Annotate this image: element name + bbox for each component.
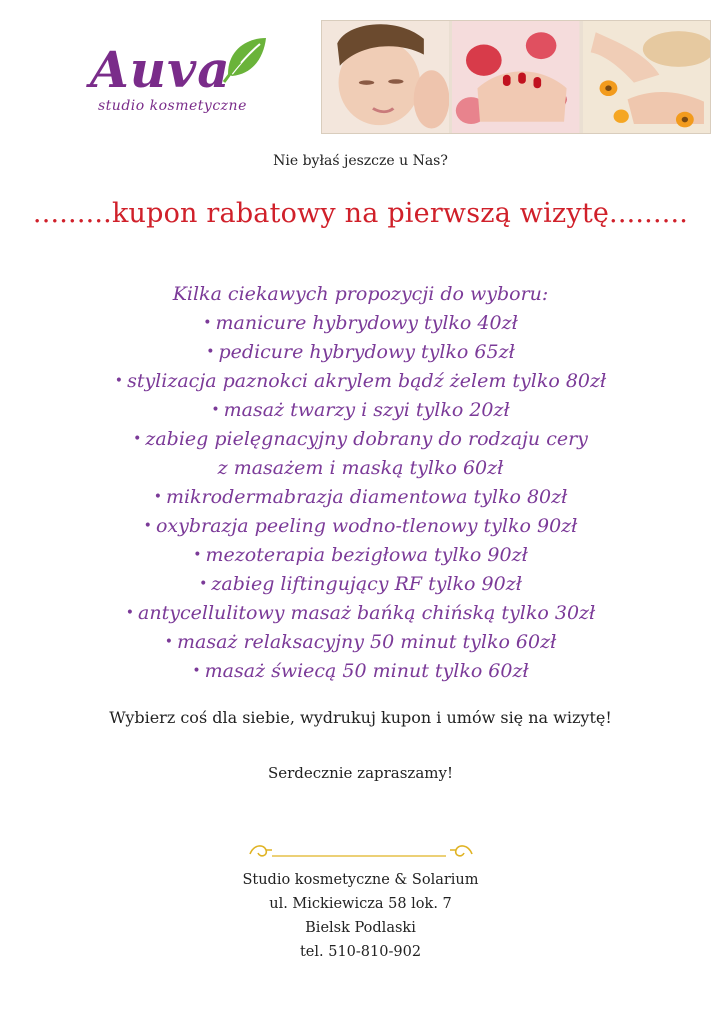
phone-number: tel. 510-810-902	[299, 944, 422, 960]
ornament-divider	[246, 840, 476, 862]
list-item: • masaż twarzy i szyi tylko 20zł	[211, 399, 510, 421]
studio-logo	[78, 30, 278, 120]
bullet: •	[193, 547, 202, 563]
manicure-roses-photo	[452, 21, 579, 133]
logo-name: Auva	[90, 40, 231, 99]
street-address: ul. Mickiewicza 58 lok. 7	[269, 896, 452, 912]
face-massage-photo	[322, 21, 449, 133]
bullet: •	[203, 315, 212, 331]
city: Bielsk Podlaski	[305, 920, 416, 936]
list-item: • mezoterapia bezigłowa tylko 90zł	[193, 544, 528, 566]
studio-name: Studio kosmetyczne & Solarium	[242, 872, 479, 888]
list-item: • antycellulitowy masaż bańką chińską tylko 30zł	[125, 602, 596, 624]
address-block	[0, 868, 721, 964]
list-item: • masaż świecą 50 minut tylko 60zł	[192, 660, 529, 682]
coupon-headline: .........kupon rabatowy na pierwszą wizytę.........	[32, 198, 689, 229]
list-item: • pedicure hybrydowy tylko 65zł	[206, 341, 515, 363]
bullet: •	[211, 402, 220, 418]
list-item-continuation: z masażem i maską tylko 60zł	[217, 457, 504, 479]
list-item: • mikrodermabrazja diamentowa tylko 80zł	[153, 486, 568, 508]
list-item: • oxybrazja peeling wodno-tlenowy tylko 90zł	[143, 515, 578, 537]
bullet: •	[114, 373, 124, 389]
photo-strip	[321, 20, 711, 134]
bullet: •	[153, 489, 162, 505]
offers-list	[0, 280, 721, 686]
list-item: • zabieg pielęgnacyjny dobrany do rodzaju cery	[133, 428, 588, 450]
bullet: •	[164, 634, 173, 650]
list-item: • manicure hybrydowy tylko 40zł	[203, 312, 518, 334]
closing-line: Serdecznie zapraszamy!	[267, 764, 454, 782]
offers-heading: Kilka ciekawych propozycji do wyboru:	[172, 283, 549, 305]
logo-subtitle: studio kosmetyczne	[98, 98, 247, 114]
call-to-action: Wybierz coś dla siebie, wydrukuj kupon i umów się na wizytę!	[109, 708, 612, 727]
intro-question: Nie byłaś jeszcze u Nas?	[273, 153, 448, 169]
list-item: • stylizacja paznokci akrylem bądź żelem tylko 80zł	[114, 370, 607, 392]
list-item: • zabieg liftingujący RF tylko 90zł	[199, 573, 522, 595]
bullet: •	[192, 663, 201, 679]
list-item: • masaż relaksacyjny 50 minut tylko 60zł	[164, 631, 557, 653]
bullet: •	[206, 344, 215, 360]
bullet: •	[133, 431, 142, 447]
bullet: •	[199, 576, 208, 592]
bullet: •	[143, 518, 152, 534]
pedicure-flowers-photo	[583, 21, 710, 133]
bullet: •	[125, 605, 135, 621]
